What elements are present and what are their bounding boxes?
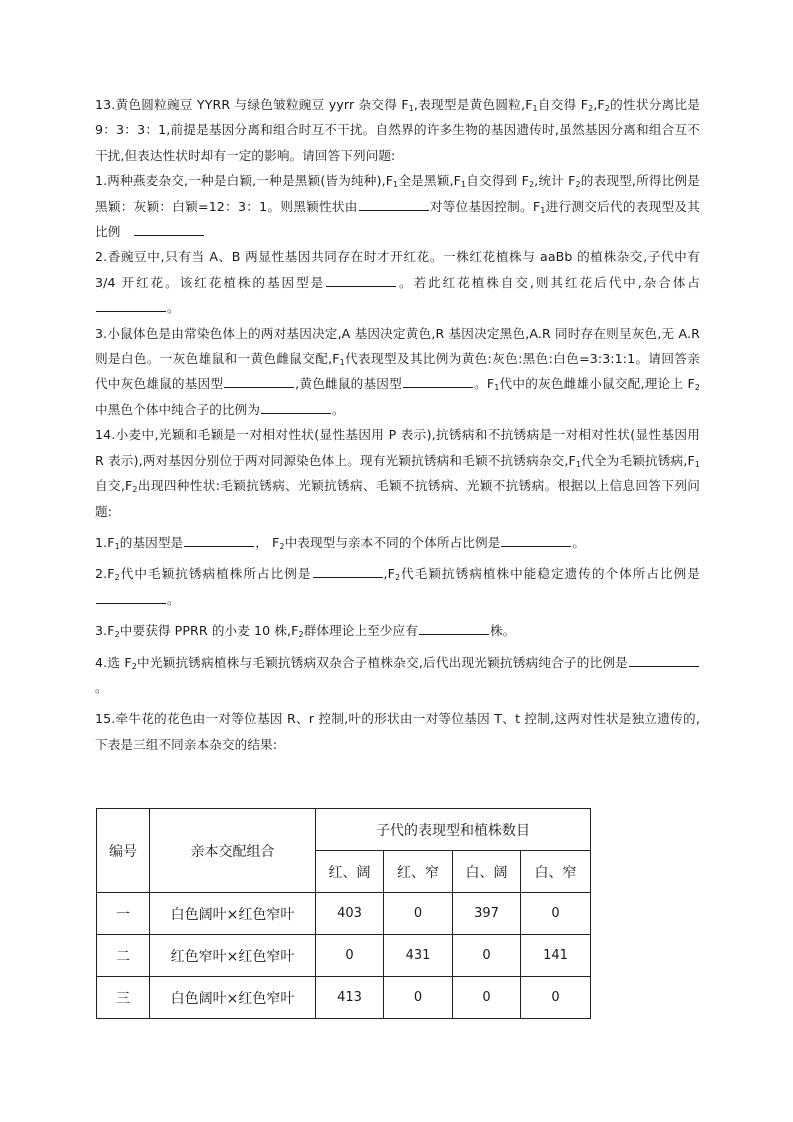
text: ， F [255, 534, 280, 550]
text: 。 [572, 534, 586, 550]
text: 的性状分离比是 9：3：3：1,前提是基因分离和组合时互不干扰。自然界的许多生物的基因遗传时,虽然基因分离和组合互不干扰,但表达性状时却有一定的影响。请回答下列问题: [95, 97, 701, 163]
row-cross: 白色阔叶×红色窄叶 [150, 893, 316, 935]
table-row [97, 935, 591, 977]
text: 。 [95, 679, 108, 695]
cell-value: 0 [384, 893, 453, 935]
row-id: 一 [97, 893, 150, 935]
subscript: 2 [694, 383, 701, 393]
text: 中表现型与亲本不同的个体所占比例是 [284, 534, 501, 550]
text: 自交,F [95, 478, 133, 494]
text: ,统计 F [534, 173, 576, 189]
text: 3.F [95, 623, 115, 639]
text: 15.牵牛花的花色由一对等位基因 R、r 控制,叶的形状由一对等位基因 T、t 控制,这两对性状是独立遗传的,下表是三组不同亲本杂交的结果: [95, 711, 700, 752]
text: 中要获得 PPRR 的小麦 10 株,F [119, 623, 299, 639]
text: ,F [593, 97, 605, 112]
subscript: 2 [394, 573, 401, 583]
answer-blank[interactable] [359, 198, 429, 211]
answer-blank[interactable] [96, 591, 166, 604]
text: 株。 [489, 623, 516, 639]
header-offspring: 子代的表现型和植株数目 [316, 809, 591, 851]
subscript: 1 [408, 104, 414, 113]
subscript: 1 [575, 459, 582, 469]
text: 14.小麦中,光颖和毛颖是一对相对性状(显性基因用 P 表示),抗锈病和不抗锈病是一对相对性状(显性基因用 R 表示),两对基因分别位于两对同源染色体上。现有光颖抗锈病和毛颖不抗锈病杂交,F [95, 427, 700, 468]
subscript: 1 [460, 180, 467, 190]
text: 。F [473, 376, 495, 392]
text: 1.两种燕麦杂交,一种是白颖,一种是黑颖(皆为纯种),F [95, 173, 394, 189]
text: 自交得到 F [466, 173, 529, 189]
row-cross: 红色窄叶×红色窄叶 [150, 935, 316, 977]
cell-value: 0 [316, 935, 384, 977]
cell-value: 403 [316, 893, 384, 935]
row-id: 三 [97, 977, 150, 1019]
text: 中光颖抗锈病植株与毛颖抗锈病双杂合子植株杂交,后代出现光颖抗锈病纯合子的比例是 [136, 654, 628, 670]
subheader-red-broad: 红、阔 [316, 851, 384, 893]
header-number: 编号 [97, 809, 150, 893]
text: 13.黄色圆粒豌豆 YYRR 与绿色皱粒豌豆 yyrr 杂交得 F [95, 97, 409, 112]
q14-part1 [95, 530, 700, 555]
subscript: 2 [588, 104, 594, 113]
table-row [97, 893, 591, 935]
text: 1.F [95, 534, 115, 550]
subscript: 1 [532, 104, 538, 113]
answer-blank[interactable] [313, 565, 383, 578]
text: ,表现型是黄色圆粒,F [413, 97, 533, 112]
text: 代中毛颖抗锈病植株所占比例是 [119, 566, 312, 582]
text: 出现四种性状:毛颖抗锈病、光颖抗锈病、毛颖不抗锈病、光颖不抗锈病。根据以上信息回答下列问题: [95, 478, 700, 519]
cell-value: 431 [384, 935, 453, 977]
text: ,黄色雌鼠的基因型 [295, 376, 402, 392]
subscript: 2 [131, 661, 137, 671]
answer-blank[interactable] [629, 654, 699, 667]
cell-value: 397 [453, 893, 521, 935]
q15-intro [95, 706, 700, 757]
text: 代全为毛颖抗锈病,F [581, 452, 695, 468]
q13-part3 [95, 321, 700, 423]
answer-blank[interactable] [501, 534, 571, 547]
text: 群体理论上至少应有 [303, 623, 418, 639]
text: 2.F [95, 566, 115, 582]
subscript: 2 [575, 180, 581, 190]
text: 2.香豌豆中,只有当 A、B 两显性基因共同存在时才开红花。一株红花植株与 aaBb 的植株杂交,子代中有 3/4 开红花。该红花植株的基因型是 [95, 249, 700, 290]
q14-part3 [95, 618, 700, 643]
text: ,F [383, 566, 395, 582]
text: 代中的灰色雌雄小鼠交配,理论上 F [499, 376, 695, 392]
subscript: 1 [339, 358, 345, 368]
text: 3.小鼠体色是由常染色体上的两对基因决定,A 基因决定黄色,R 基因决定黑色,A.R 同时存在则呈灰色,无 A.R 则是白色。一灰色雄鼠和一黄色雌鼠交配,F [95, 325, 700, 367]
text: 全是黑颖,F [398, 173, 461, 189]
cell-value: 141 [521, 935, 591, 977]
subheader-red-narrow: 红、窄 [384, 851, 453, 893]
document-body [95, 92, 700, 757]
answer-blank[interactable] [261, 401, 331, 414]
cross-results-table [96, 808, 591, 1019]
subscript: 2 [604, 104, 610, 113]
cell-value: 0 [521, 977, 591, 1019]
answer-blank[interactable] [419, 622, 489, 635]
q14-part4 [95, 650, 700, 701]
text: 的表现型,所得比例是黑颖：灰颖：白颖=12：3：1。则黑颖性状由 [95, 173, 700, 214]
q13-part2 [95, 244, 700, 320]
cell-value: 0 [521, 893, 591, 935]
text: 代表现型及其比例为黄色:灰色:黑色:白色=3:3:1:1。请回答亲代中灰色雄鼠的基因型 [95, 351, 700, 392]
answer-blank[interactable] [403, 375, 473, 388]
text: 。 [332, 401, 345, 417]
subscript: 2 [114, 573, 120, 583]
text: 代毛颖抗锈病植株中能稳定遗传的个体所占比例是 [400, 566, 701, 582]
q13-intro [95, 92, 700, 168]
header-cross: 亲本交配组合 [150, 809, 316, 893]
answer-blank[interactable] [184, 534, 254, 547]
text: 对等位基因控制。F [429, 198, 541, 214]
text: 4.选 F [95, 654, 132, 670]
text: 进行测交后代的表现型及其比例 [95, 198, 700, 240]
row-id: 二 [97, 935, 150, 977]
q14-part2 [95, 561, 700, 612]
table-row [97, 977, 591, 1019]
text: 。若此红花植株自交,则其红花后代中,杂合体占 [397, 274, 700, 290]
subscript: 2 [528, 180, 535, 190]
answer-blank[interactable] [96, 299, 166, 312]
subscript: 2 [279, 541, 285, 551]
answer-blank[interactable] [134, 223, 204, 236]
text: 自交得 F [537, 97, 589, 112]
text: 中黑色个体中纯合子的比例为 [95, 401, 261, 417]
text: 。 [167, 591, 180, 607]
subscript: 2 [132, 485, 138, 495]
subscript: 1 [114, 541, 120, 551]
subheader-white-narrow: 白、窄 [521, 851, 591, 893]
cell-value: 413 [316, 977, 384, 1019]
cell-value: 0 [453, 935, 521, 977]
subscript: 1 [393, 180, 399, 190]
row-cross: 白色阔叶×红色窄叶 [150, 977, 316, 1019]
q14-intro [95, 422, 700, 524]
subscript: 1 [494, 383, 500, 393]
subscript: 2 [298, 630, 304, 640]
subheader-white-broad: 白、阔 [453, 851, 521, 893]
subscript: 1 [694, 459, 700, 469]
answer-blank[interactable] [224, 375, 294, 388]
subscript: 2 [114, 630, 120, 640]
cell-value: 0 [384, 977, 453, 1019]
text: 的基因型是 [119, 534, 184, 550]
cell-value: 0 [453, 977, 521, 1019]
q13-part1 [95, 168, 700, 244]
answer-blank[interactable] [326, 274, 396, 287]
subscript: 1 [540, 205, 546, 215]
text: 。 [167, 300, 180, 316]
